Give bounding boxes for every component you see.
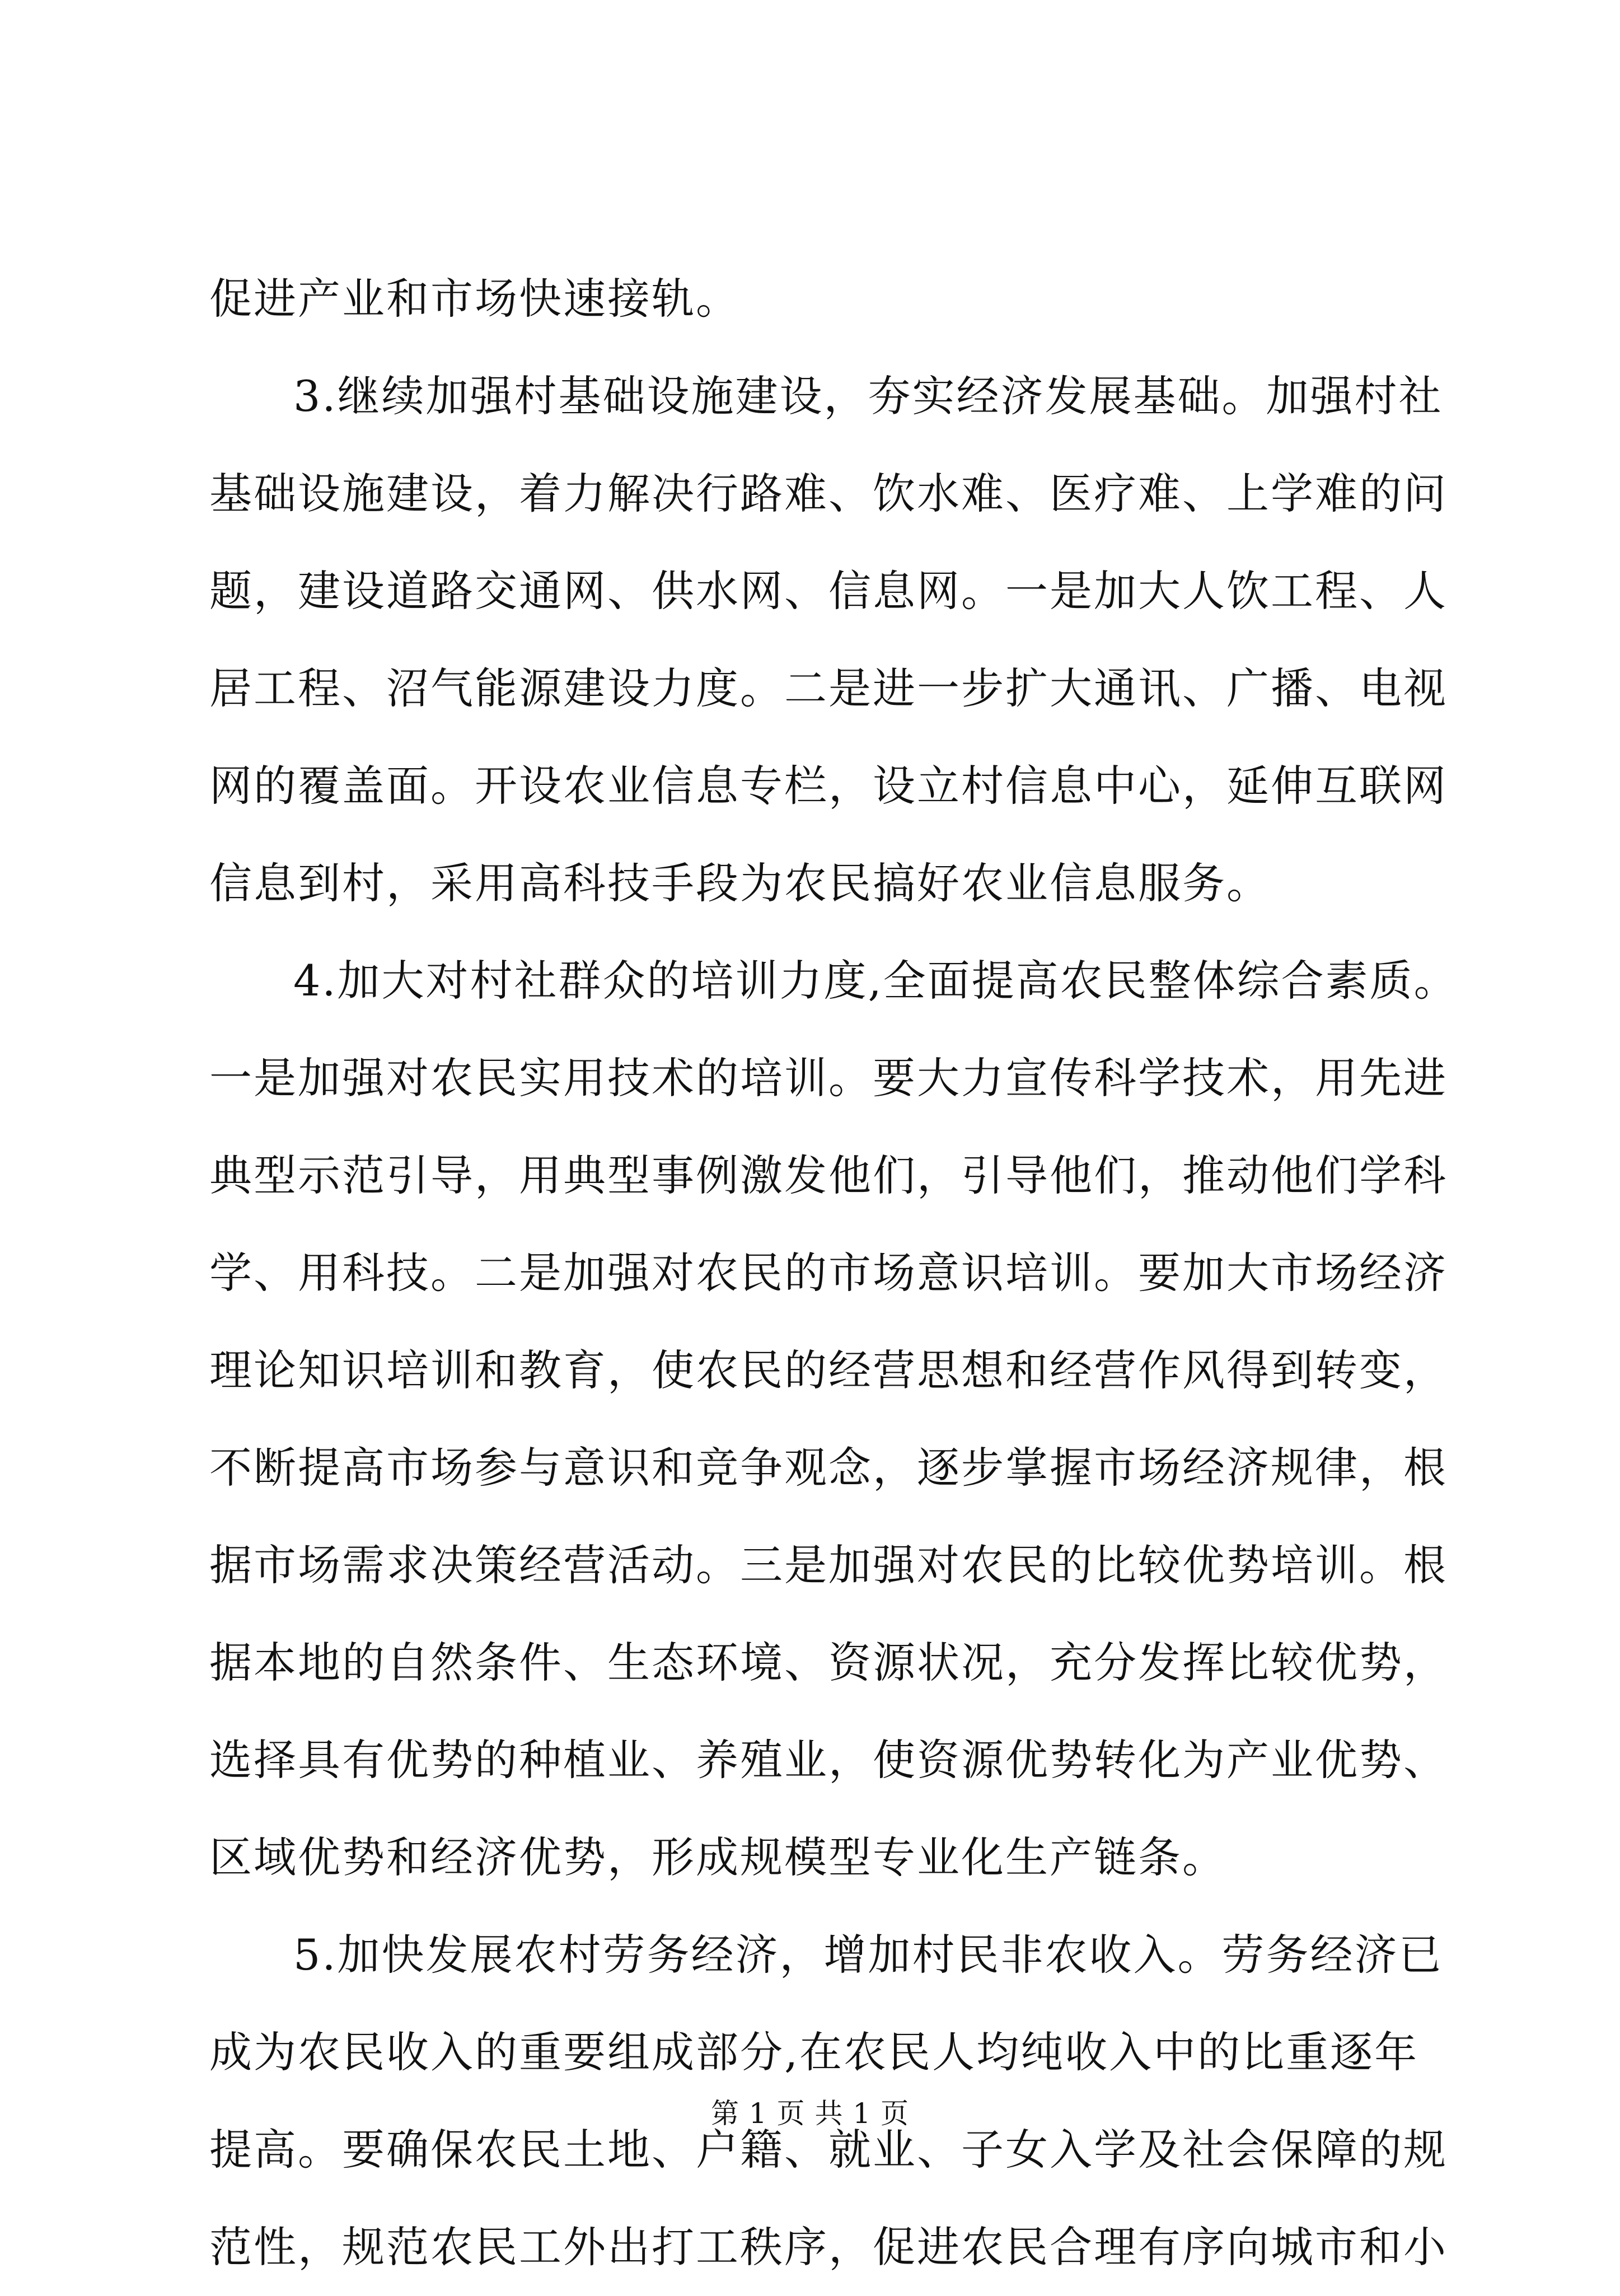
text-line: 不断提高市场参与意识和竞争观念，逐步掌握市场经济规律，根	[209, 1443, 1448, 1493]
text-line: 一是加强对农民实用技术的培训。要大力宣传科学技术，用先进	[209, 1053, 1448, 1103]
text-line: 3.继续加强村基础设施建设，夯实经济发展基础。加强村社	[293, 371, 1443, 421]
text-line: 理论知识培训和教育，使农民的经营思想和经营作风得到转变，	[209, 1345, 1448, 1395]
text-line: 成为农民收入的重要组成部分,在农民人均纯收入中的比重逐年	[209, 2027, 1419, 2077]
page-number-footer: 第 1 页 共 1 页	[710, 2097, 910, 2130]
text-line: 区域优势和经济优势，形成规模型专业化生产链条。	[209, 1832, 1226, 1882]
text-line: 题，建设道路交通网、供水网、信息网。一是加大人饮工程、人	[209, 566, 1448, 616]
text-line: 居工程、沼气能源建设力度。二是进一步扩大通讯、广播、电视	[209, 663, 1448, 713]
paragraph-item-4	[209, 932, 1458, 1906]
paragraph-continuation	[209, 250, 1413, 348]
text-line: 5.加快发展农村劳务经济，增加村民非农收入。劳务经济已	[293, 1930, 1443, 1980]
paragraph-item-3	[209, 348, 1448, 932]
text-line: 典型示范引导，用典型事例激发他们，引导他们，推动他们学科	[209, 1151, 1448, 1200]
text-line: 学、用科技。二是加强对农民的市场意识培训。要加大市场经济	[209, 1248, 1448, 1298]
text-line: 信息到村，采用高科技手段为农民搞好农业信息服务。	[209, 858, 1271, 908]
text-line: 据本地的自然条件、生态环境、资源状况，充分发挥比较优势，	[209, 1638, 1448, 1687]
text-line: 基础设施建设，着力解决行路难、饮水难、医疗难、上学难的问	[209, 469, 1448, 518]
text-line: 网的覆盖面。开设农业信息专栏，设立村信息中心，延伸互联网	[209, 761, 1448, 811]
text-line: 范性，规范农民工外出打工秩序，促进农民合理有序向城市和小	[209, 2222, 1448, 2272]
text-line: 选择具有优势的种植业、养殖业，使资源优势转化为产业优势、	[209, 1735, 1448, 1785]
text-line: 据市场需求决策经营活动。三是加强对农民的比较优势培训。根	[209, 1540, 1448, 1590]
document-body	[209, 250, 1458, 2296]
text-line: 提高。要确保农民土地、户籍、就业、子女入学及社会保障的规	[209, 2125, 1448, 2175]
text-line: 促进产业和市场快速接轨。	[209, 274, 740, 324]
text-line: 4.加大对村社群众的培训力度,全面提高农民整体综合素质。	[293, 956, 1458, 1006]
